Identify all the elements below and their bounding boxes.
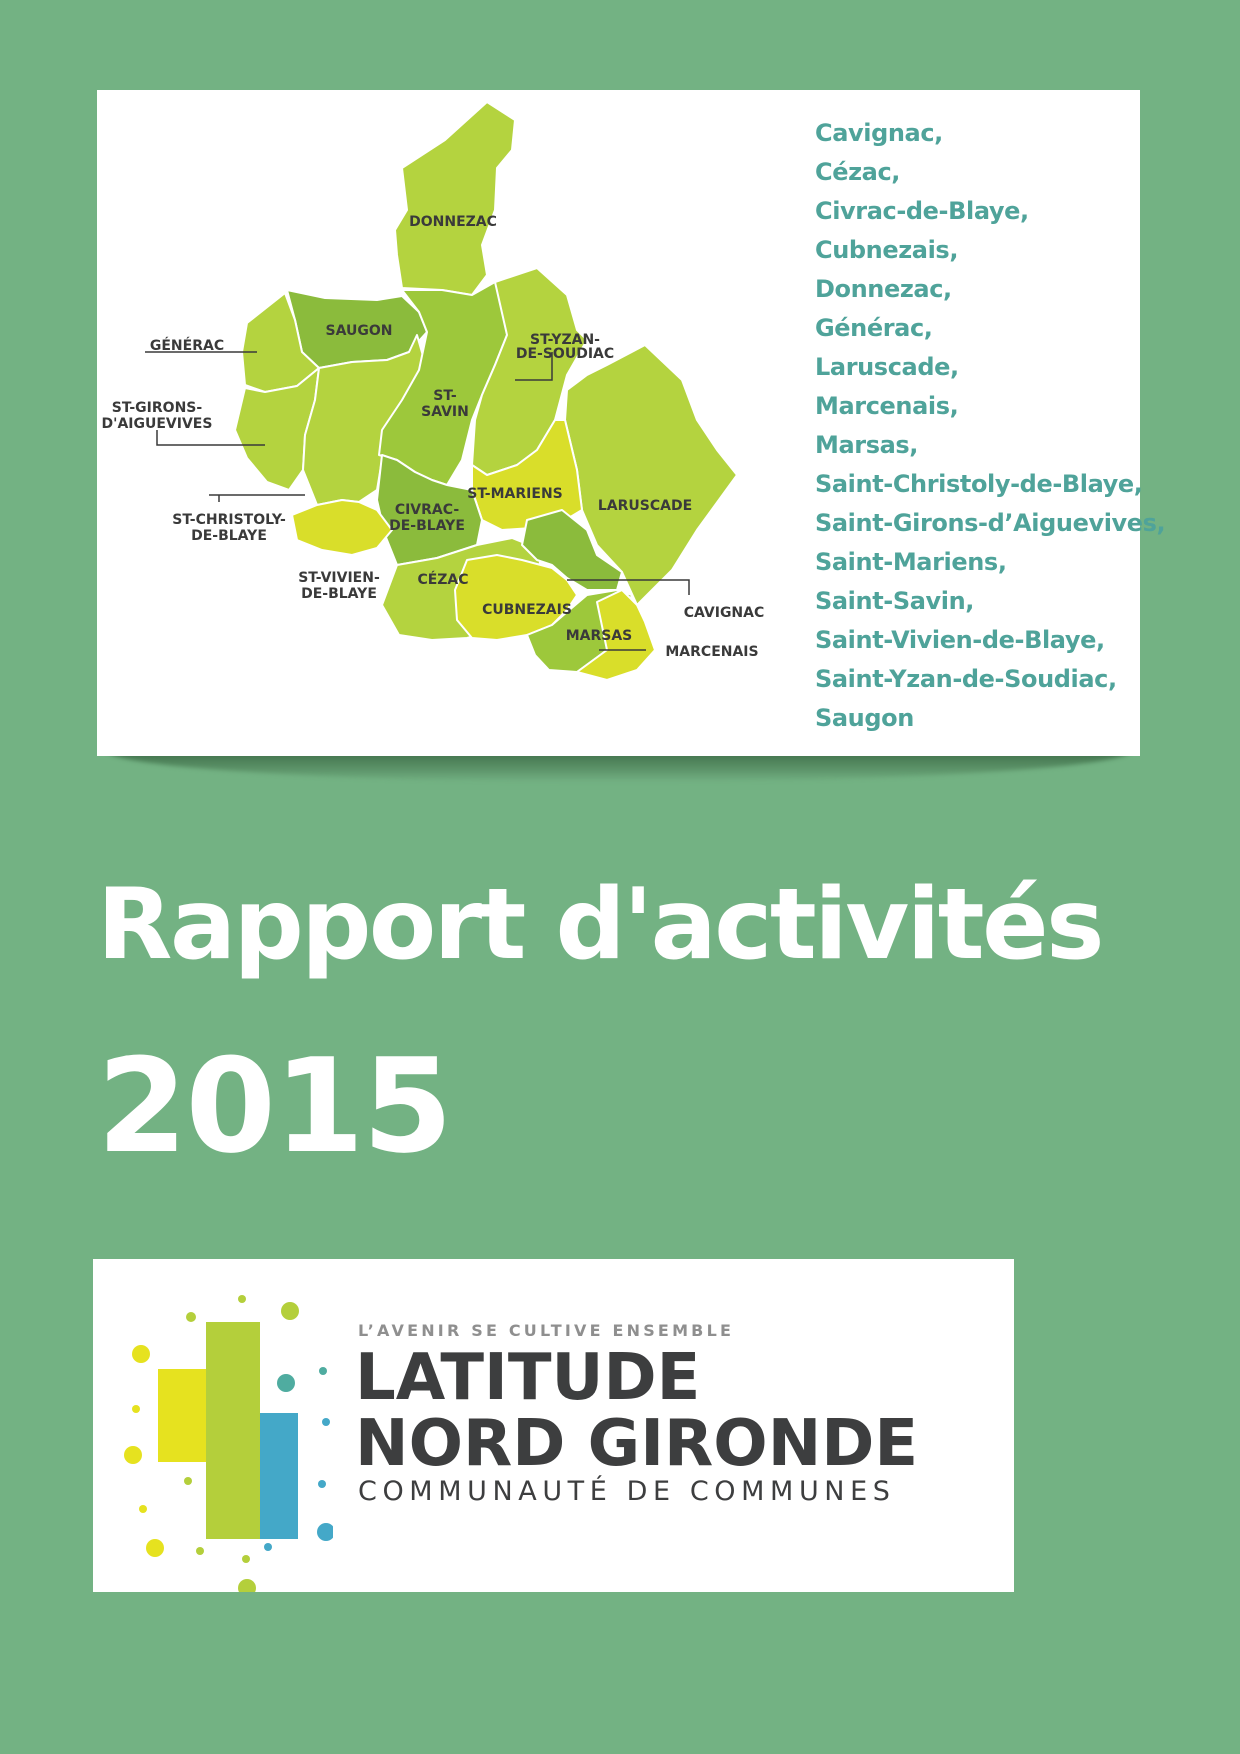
leader-line-st-christoly (209, 495, 305, 502)
map-label-marsas: MARSAS (565, 628, 633, 644)
logo-name-line2: NORD GIRONDE (355, 1407, 919, 1481)
commune-list-item: Marcenais, (815, 392, 959, 420)
map-label-st-girons-1: ST-GIRONS- (111, 400, 203, 416)
commune-list-item: Civrac-de-Blaye, (815, 197, 1029, 225)
map-label-st-yzan-2: DE-SOUDIAC (515, 346, 615, 362)
commune-list-item: Saint-Savin, (815, 587, 974, 615)
report-year: 2015 (97, 1030, 451, 1182)
map-label-cavignac: CAVIGNAC (683, 605, 765, 621)
commune-list-item: Saint-Christoly-de-Blaye, (815, 470, 1143, 498)
map-card (97, 90, 1166, 756)
map-label-st-christoly-2: DE-BLAYE (191, 528, 267, 544)
map-label-st-vivien-2: DE-BLAYE (301, 586, 377, 602)
map-label-cezac: CÉZAC (417, 572, 469, 588)
logo-card (93, 1259, 1014, 1592)
map-label-laruscade: LARUSCADE (597, 498, 693, 514)
map-label-marcenais: MARCENAIS (665, 644, 759, 660)
commune-list-item: Saugon (815, 704, 914, 732)
map-label-st-mariens: ST-MARIENS (467, 486, 563, 502)
logo-subtitle: COMMUNAUTÉ DE COMMUNES (358, 1476, 896, 1507)
map-label-st-christoly-1: ST-CHRISTOLY- (172, 512, 286, 528)
commune-list-item: Cavignac, (815, 119, 943, 147)
map-label-st-yzan-1: ST-YZAN- (530, 332, 600, 348)
map-region-st-vivien (292, 500, 392, 555)
commune-list-item: Donnezac, (815, 275, 952, 303)
commune-list-item: Générac, (815, 314, 933, 342)
commune-list-item: Saint-Girons-d’Aiguevives, (815, 509, 1166, 537)
map-label-saugon: SAUGON (325, 323, 393, 339)
map-label-civrac-2: DE-BLAYE (389, 518, 465, 534)
commune-list-item: Saint-Mariens, (815, 548, 1007, 576)
map-region-donnezac (395, 102, 515, 295)
commune-list-item: Cubnezais, (815, 236, 959, 264)
commune-list-item: Saint-Yzan-de-Soudiac, (815, 665, 1117, 693)
map-label-st-savin-2: SAVIN (421, 404, 469, 420)
map-label-donnezac: DONNEZAC (409, 214, 497, 230)
logo-name-line1: LATITUDE (355, 1341, 701, 1415)
map-label-st-vivien-1: ST-VIVIEN- (298, 570, 380, 586)
commune-list-item: Marsas, (815, 431, 918, 459)
map-label-st-savin-1: ST- (433, 388, 457, 404)
map-label-cubnezais: CUBNEZAIS (482, 602, 572, 618)
map-label-st-girons-2: D'AIGUEVIVES (101, 416, 213, 432)
commune-list (815, 114, 1165, 738)
commune-list-item: Cézac, (815, 158, 900, 186)
commune-list-item: Laruscade, (815, 353, 959, 381)
report-title: Rapport d'activités (97, 868, 1102, 982)
commune-list-item: Saint-Vivien-de-Blaye, (815, 626, 1105, 654)
map-label-civrac-1: CIVRAC- (394, 502, 460, 518)
logo-tagline: L’AVENIR SE CULTIVE ENSEMBLE (358, 1321, 735, 1340)
logo-mark-icon (93, 1259, 333, 1592)
map-label-generac: GÉNÉRAC (149, 338, 225, 354)
